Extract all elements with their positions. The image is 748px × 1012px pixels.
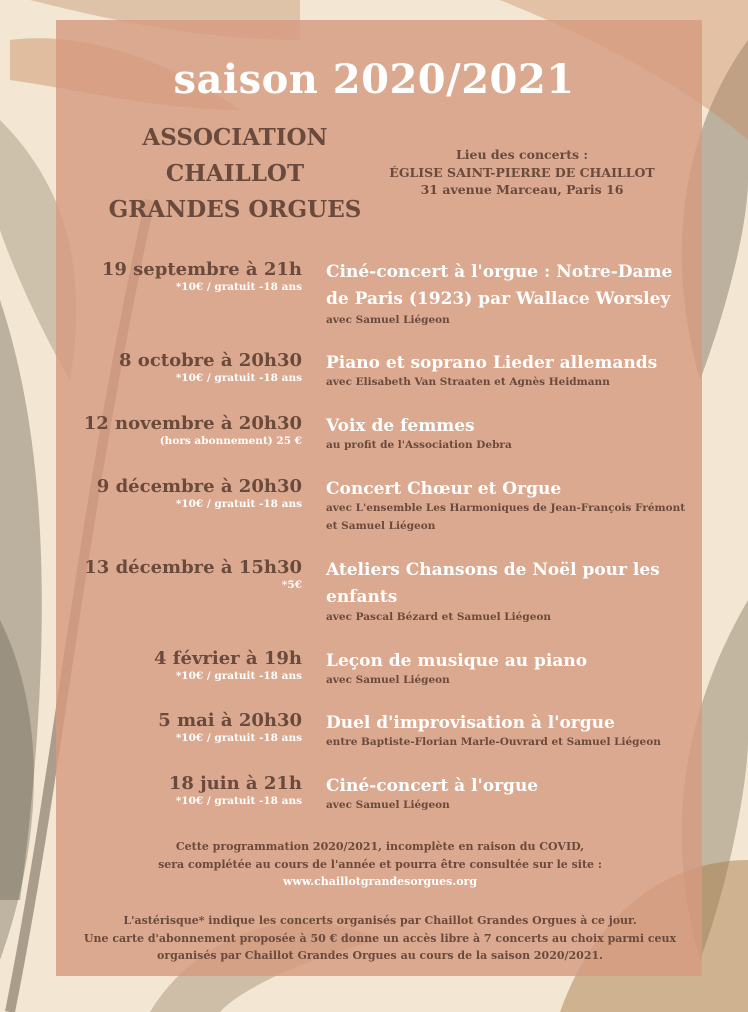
note-line: sera complétée au cours de l'année et pourra être consultée sur le site : [158, 857, 602, 871]
event-title: Piano et soprano Lieder allemands [326, 353, 658, 373]
legend-line: organisés par Chaillot Grandes Orgues au cours de la saison 2020/2021. [157, 949, 603, 962]
event-date: 19 septembre à 21h [101, 259, 302, 280]
programme-note [60, 838, 700, 891]
event-title: Concert Chœur et Orgue [326, 479, 562, 499]
event-price: *10€ / gratuit -18 ans [175, 795, 302, 807]
website-link[interactable]: www.chaillotgrandesorgues.org [282, 875, 478, 888]
event-date: 12 novembre à 20h30 [83, 413, 302, 434]
event-date: 4 février à 19h [153, 648, 302, 669]
event-title: Ciné-concert à l'orgue : Notre-Dame de Paris (1923) par Wallace Worsley [326, 262, 673, 309]
event-date: 13 décembre à 15h30 [84, 557, 302, 578]
event-description: avec Elisabeth Van Straaten et Agnès Heidmann [326, 376, 610, 388]
event-description: avec Pascal Bézard et Samuel Liégeon [326, 611, 552, 623]
event-title: Voix de femmes [326, 416, 475, 436]
event-price: (hors abonnement) 25 € [159, 435, 302, 447]
event-price: *5€ [281, 579, 302, 591]
event-price: *10€ / gratuit -18 ans [175, 281, 302, 293]
event-date: 8 octobre à 20h30 [119, 350, 302, 371]
venue-name: ÉGLISE SAINT-PIERRE DE CHAILLOT [389, 164, 655, 180]
event-date: 5 mai à 20h30 [158, 710, 302, 731]
venue-heading: Lieu des concerts : [456, 147, 588, 162]
event-price: *10€ / gratuit -18 ans [175, 670, 302, 682]
note-line: Cette programmation 2020/2021, incomplète en raison du COVID, [175, 840, 585, 853]
event-title: Ciné-concert à l'orgue [326, 776, 539, 796]
legend-line: Une carte d'abonnement proposée à 50 € donne un accès libre à 7 concerts au choix parmi ceux [83, 931, 677, 945]
event-description: avec Samuel Liégeon [326, 674, 450, 686]
event-description: avec Samuel Liégeon [326, 799, 450, 811]
subscription-legend [60, 912, 700, 965]
association-line: CHAILLOT [165, 160, 305, 187]
event-date: 9 décembre à 20h30 [96, 476, 302, 497]
event-title: Ateliers Chansons de Noël pour les enfants [326, 560, 660, 607]
association-name [100, 120, 370, 228]
association-line: GRANDES ORGUES [108, 196, 362, 223]
venue-info [372, 146, 672, 199]
event-description: au profit de l'Association Debra [326, 439, 512, 451]
event-description: avec L'ensemble Les Harmoniques de Jean-François Frémont et Samuel Liégeon [326, 502, 686, 532]
event-date: 18 juin à 21h [168, 773, 302, 794]
event-price: *10€ / gratuit -18 ans [175, 732, 302, 744]
event-price: *10€ / gratuit -18 ans [175, 372, 302, 384]
event-description: entre Baptiste-Florian Marle-Ouvrard et Samuel Liégeon [326, 736, 661, 748]
event-title: Duel d'improvisation à l'orgue [326, 713, 615, 733]
event-title: Leçon de musique au piano [326, 651, 588, 671]
event-price: *10€ / gratuit -18 ans [175, 498, 302, 510]
association-line: ASSOCIATION [142, 124, 328, 151]
page-title: saison 2020/2021 [173, 56, 575, 103]
legend-line: L'astérisque* indique les concerts organisés par Chaillot Grandes Orgues à ce jour. [123, 914, 637, 927]
venue-address: 31 avenue Marceau, Paris 16 [420, 182, 624, 197]
event-description: avec Samuel Liégeon [326, 314, 450, 326]
